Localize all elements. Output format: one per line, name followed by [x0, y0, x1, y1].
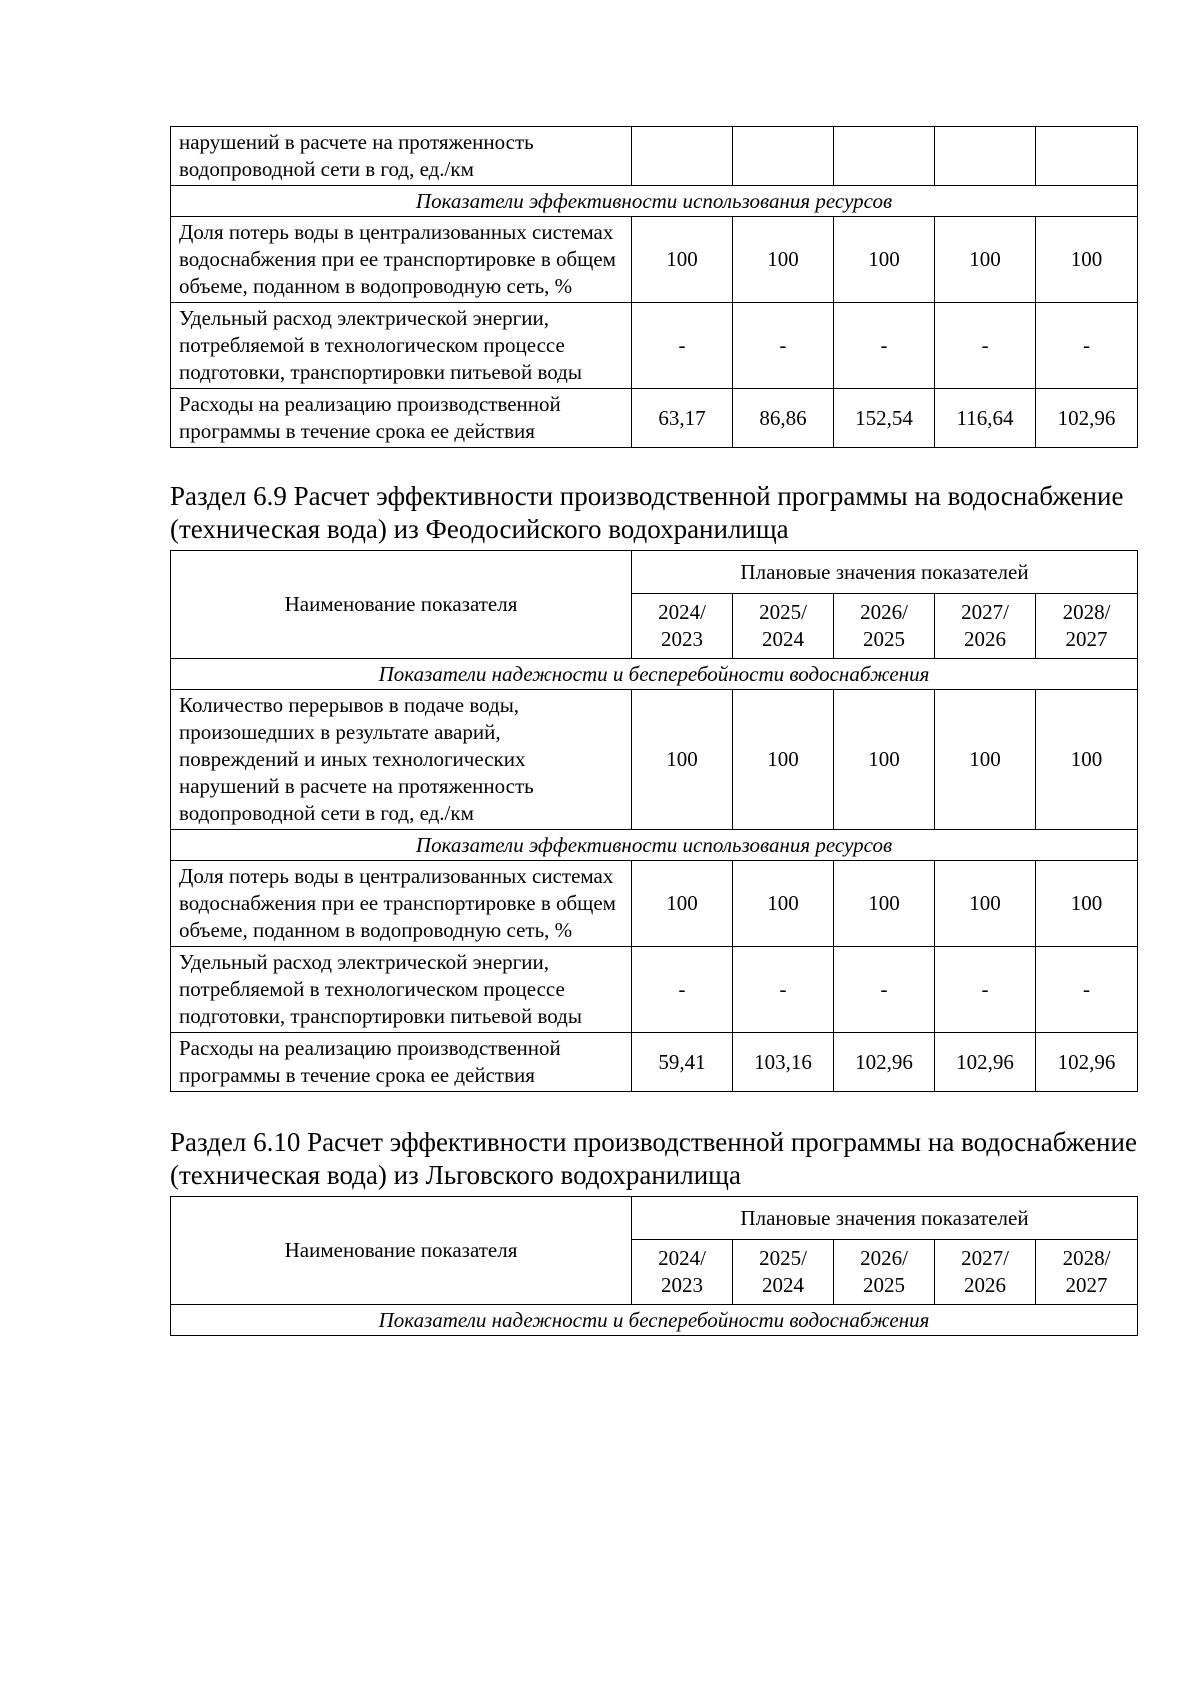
table-body: [171, 1305, 1138, 1336]
section-6-10-title: Раздел 6.10 Расчет эффективности производственной программы на водоснабжение (техническая вода) из Льговского водохранилища: [170, 1127, 1137, 1190]
year-label-part: 2026: [964, 1273, 1006, 1297]
section-heading: Показатели эффективности использования ресурсов: [171, 830, 1138, 861]
year-label-part: 2025: [863, 1273, 905, 1297]
indicator-value: 100: [733, 861, 834, 947]
year-label-part: 2027/: [961, 1246, 1009, 1270]
indicator-value: 100: [834, 690, 935, 830]
indicator-value: 100: [935, 690, 1036, 830]
indicator-value: 116,64: [935, 389, 1036, 448]
column-header-plan: Плановые значения показателей: [632, 1197, 1138, 1240]
indicator-value: 100: [834, 217, 935, 303]
indicator-value: [1036, 127, 1138, 186]
indicator-value: 102,96: [935, 1033, 1036, 1092]
year-label-part: 2028/: [1062, 1246, 1111, 1270]
indicator-name: Доля потерь воды в централизованных системах водоснабжения при ее транспортировке в общем объеме, поданном в водопроводную сеть, %: [171, 861, 632, 947]
column-header-year: [935, 594, 1036, 659]
indicator-name: Доля потерь воды в централизованных системах водоснабжения при ее транспортировке в общем объеме, поданном в водопроводную сеть, %: [171, 217, 632, 303]
indicator-value: 100: [935, 861, 1036, 947]
column-header-year: [733, 1240, 834, 1305]
table-row: [171, 303, 1138, 389]
section-row: [171, 186, 1138, 217]
year-label-part: 2025: [863, 627, 905, 651]
indicator-value: 59,41: [632, 1033, 733, 1092]
indicator-value: 100: [935, 217, 1036, 303]
indicator-name: Удельный расход электрической энергии, потребляемой в технологическом процессе подготовки, транспортировки питьевой воды: [171, 303, 632, 389]
table-row: [171, 690, 1138, 830]
indicator-value: 100: [733, 217, 834, 303]
indicator-name: Расходы на реализацию производственной программы в течение срока ее действия: [171, 389, 632, 448]
indicator-value: 152,54: [834, 389, 935, 448]
table-row: [171, 947, 1138, 1033]
table-section-6-9: [170, 550, 1138, 1092]
indicator-value: -: [1036, 303, 1138, 389]
indicator-value: -: [935, 947, 1036, 1033]
column-header-year: [733, 594, 834, 659]
indicator-value: 100: [1036, 861, 1138, 947]
indicator-name: Количество перерывов в подаче воды, произошедших в результате аварий, повреждений и иных технологических нарушений в расчете на протяженность водопроводной сети в год, ед./км: [171, 690, 632, 830]
table-body: [171, 659, 1138, 1092]
indicator-value: 100: [632, 861, 733, 947]
indicator-value: -: [733, 303, 834, 389]
section-row: [171, 830, 1138, 861]
indicator-value: 86,86: [733, 389, 834, 448]
document-page: [170, 126, 1137, 1336]
year-label-part: 2024: [762, 1273, 804, 1297]
indicator-value: -: [834, 303, 935, 389]
indicator-value: [733, 127, 834, 186]
section-heading: Показатели надежности и бесперебойности водоснабжения: [171, 1305, 1138, 1336]
table-row: [171, 389, 1138, 448]
table-header: [171, 551, 1138, 659]
indicator-value: -: [834, 947, 935, 1033]
section-row: [171, 659, 1138, 690]
indicator-value: 102,96: [834, 1033, 935, 1092]
indicator-value: 100: [632, 217, 733, 303]
year-label-part: 2028/: [1062, 600, 1111, 624]
indicator-name: Расходы на реализацию производственной программы в течение срока ее действия: [171, 1033, 632, 1092]
indicator-name: нарушений в расчете на протяженность водопроводной сети в год, ед./км: [171, 127, 632, 186]
indicator-value: -: [632, 303, 733, 389]
table-section-6-10: [170, 1196, 1138, 1336]
indicator-name: Удельный расход электрической энергии, потребляемой в технологическом процессе подготовки, транспортировки питьевой воды: [171, 947, 632, 1033]
indicator-value: -: [1036, 947, 1138, 1033]
year-label-part: 2027/: [961, 600, 1009, 624]
year-label-part: 2023: [661, 627, 703, 651]
table-continuation: [170, 126, 1138, 448]
section-heading: Показатели эффективности использования ресурсов: [171, 186, 1138, 217]
year-label-part: 2026: [964, 627, 1006, 651]
table-row: [171, 861, 1138, 947]
table-body: [171, 127, 1138, 448]
table-row: [171, 127, 1138, 186]
table-header: [171, 1197, 1138, 1305]
year-label-part: 2024: [762, 627, 804, 651]
indicator-value: 103,16: [733, 1033, 834, 1092]
indicator-value: [834, 127, 935, 186]
year-label-part: 2025/: [759, 600, 807, 624]
section-6-9-title: Раздел 6.9 Расчет эффективности производственной программы на водоснабжение (техническая вода) из Феодосийского водохранилища: [170, 481, 1124, 544]
indicator-value: 100: [632, 690, 733, 830]
column-header-plan: Плановые значения показателей: [632, 551, 1138, 594]
year-label-part: 2027: [1065, 627, 1108, 651]
column-header-name: Наименование показателя: [171, 1197, 632, 1305]
indicator-value: 102,96: [1036, 389, 1138, 448]
indicator-value: 102,96: [1036, 1033, 1138, 1092]
column-header-year: [834, 1240, 935, 1305]
section-row: [171, 1305, 1138, 1336]
year-label-part: 2026/: [860, 1246, 908, 1270]
indicator-value: -: [733, 947, 834, 1033]
column-header-year: [1036, 594, 1138, 659]
section-heading: Показатели надежности и бесперебойности водоснабжения: [171, 659, 1138, 690]
year-label-part: 2027: [1065, 1273, 1108, 1297]
indicator-value: -: [632, 947, 733, 1033]
year-label-part: 2024/: [658, 600, 706, 624]
table-row: [171, 1033, 1138, 1092]
year-label-part: 2025/: [759, 1246, 807, 1270]
year-label-part: 2026/: [860, 600, 908, 624]
table-row: [171, 217, 1138, 303]
indicator-value: -: [935, 303, 1036, 389]
column-header-year: [632, 594, 733, 659]
year-label-part: 2023: [661, 1273, 703, 1297]
column-header-year: [834, 594, 935, 659]
indicator-value: [935, 127, 1036, 186]
column-header-year: [1036, 1240, 1138, 1305]
indicator-value: 100: [1036, 217, 1138, 303]
indicator-value: [632, 127, 733, 186]
column-header-name: Наименование показателя: [171, 551, 632, 659]
indicator-value: 100: [834, 861, 935, 947]
indicator-value: 100: [1036, 690, 1138, 830]
column-header-year: [632, 1240, 733, 1305]
indicator-value: 63,17: [632, 389, 733, 448]
column-header-year: [935, 1240, 1036, 1305]
indicator-value: 100: [733, 690, 834, 830]
year-label-part: 2024/: [658, 1246, 706, 1270]
